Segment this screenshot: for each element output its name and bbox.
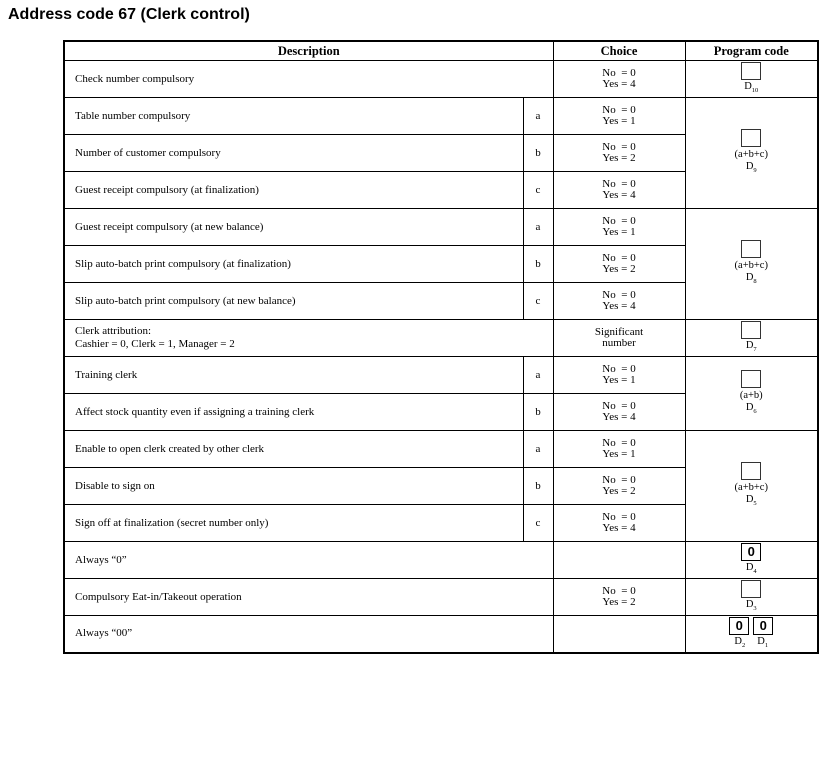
code-input-box[interactable] bbox=[741, 129, 761, 147]
code-input-box[interactable] bbox=[741, 580, 761, 598]
program-code-d4: 0 $D_4$ bbox=[685, 542, 818, 579]
header-choice: Choice bbox=[553, 41, 685, 61]
table-row bbox=[64, 209, 818, 246]
program-code-d3: $D_3$ bbox=[685, 579, 818, 616]
row-letter: b bbox=[523, 246, 553, 283]
program-code-d6: (a+b) $D_6$ bbox=[685, 357, 818, 431]
row-description: Check number compulsory bbox=[64, 61, 553, 98]
row-letter: a bbox=[523, 209, 553, 246]
row-description: Disable to sign on bbox=[64, 468, 523, 505]
code-input-box[interactable] bbox=[741, 370, 761, 388]
header-description: Description bbox=[64, 41, 553, 61]
row-letter: c bbox=[523, 172, 553, 209]
table-row bbox=[64, 61, 818, 98]
header-row bbox=[64, 41, 818, 61]
row-letter: a bbox=[523, 357, 553, 394]
row-description: Enable to open clerk created by other clerk bbox=[64, 431, 523, 468]
program-code-d2-d1: 0 0 $D_2$ $D_1$ bbox=[685, 616, 818, 653]
program-code-d7: $D_7$ bbox=[685, 320, 818, 357]
header-program-code: Program code bbox=[685, 41, 818, 61]
code-input-box[interactable] bbox=[741, 462, 761, 480]
row-choice bbox=[553, 616, 685, 653]
row-letter: c bbox=[523, 505, 553, 542]
row-description: Training clerk bbox=[64, 357, 523, 394]
program-code-d10: $D_{10}$ bbox=[685, 61, 818, 98]
row-choice: No = 0 Yes = 1 bbox=[553, 357, 685, 394]
row-description: Compulsory Eat-in/Takeout operation bbox=[64, 579, 553, 616]
table-row bbox=[64, 431, 818, 468]
row-choice: No = 0 Yes = 2 bbox=[553, 135, 685, 172]
row-choice: No = 0 Yes = 1 bbox=[553, 209, 685, 246]
table-row bbox=[64, 98, 818, 135]
row-letter: a bbox=[523, 431, 553, 468]
code-fixed-box: 0 bbox=[729, 617, 749, 635]
row-letter: a bbox=[523, 98, 553, 135]
row-description: Affect stock quantity even if assigning a training clerk bbox=[64, 394, 523, 431]
table-row bbox=[64, 357, 818, 394]
code-input-box[interactable] bbox=[741, 240, 761, 258]
row-choice: No = 0 Yes = 2 bbox=[553, 246, 685, 283]
row-description: Always “00” bbox=[64, 616, 553, 653]
row-description: Clerk attribution: Cashier = 0, Clerk = 1, Manager = 2 bbox=[64, 320, 553, 357]
program-code-d9: (a+b+c) $D_9$ bbox=[685, 98, 818, 209]
row-choice: No = 0 Yes = 2 bbox=[553, 579, 685, 616]
row-choice: No = 0 Yes = 1 bbox=[553, 98, 685, 135]
row-description: Number of customer compulsory bbox=[64, 135, 523, 172]
table-row bbox=[64, 320, 818, 357]
row-choice: No = 0 Yes = 4 bbox=[553, 172, 685, 209]
code-fixed-box: 0 bbox=[753, 617, 773, 635]
row-description: Slip auto-batch print compulsory (at finalization) bbox=[64, 246, 523, 283]
code-fixed-box: 0 bbox=[741, 543, 761, 561]
table-row bbox=[64, 542, 818, 579]
row-choice: No = 0 Yes = 4 bbox=[553, 283, 685, 320]
row-description: Table number compulsory bbox=[64, 98, 523, 135]
table-row bbox=[64, 616, 818, 653]
program-code-d5: (a+b+c) $D_5$ bbox=[685, 431, 818, 542]
row-choice bbox=[553, 542, 685, 579]
row-description: Sign off at finalization (secret number only) bbox=[64, 505, 523, 542]
row-description: Always “0” bbox=[64, 542, 553, 579]
row-choice: No = 0 Yes = 4 bbox=[553, 505, 685, 542]
row-letter: b bbox=[523, 135, 553, 172]
program-code-d8: (a+b+c) $D_8$ bbox=[685, 209, 818, 320]
row-choice: No = 0 Yes = 1 bbox=[553, 431, 685, 468]
code-input-box[interactable] bbox=[741, 321, 761, 339]
row-description: Guest receipt compulsory (at finalization) bbox=[64, 172, 523, 209]
row-letter: b bbox=[523, 468, 553, 505]
row-choice: No = 0 Yes = 4 bbox=[553, 394, 685, 431]
table-row bbox=[64, 579, 818, 616]
clerk-control-table bbox=[63, 40, 819, 654]
row-choice: No = 0 Yes = 2 bbox=[553, 468, 685, 505]
row-description: Guest receipt compulsory (at new balance) bbox=[64, 209, 523, 246]
code-input-box[interactable] bbox=[741, 62, 761, 80]
page-title: Address code 67 (Clerk control) bbox=[8, 6, 250, 23]
row-description: Slip auto-batch print compulsory (at new balance) bbox=[64, 283, 523, 320]
row-choice: No = 0 Yes = 4 bbox=[553, 61, 685, 98]
row-choice: Significant number bbox=[553, 320, 685, 357]
row-letter: b bbox=[523, 394, 553, 431]
row-letter: c bbox=[523, 283, 553, 320]
